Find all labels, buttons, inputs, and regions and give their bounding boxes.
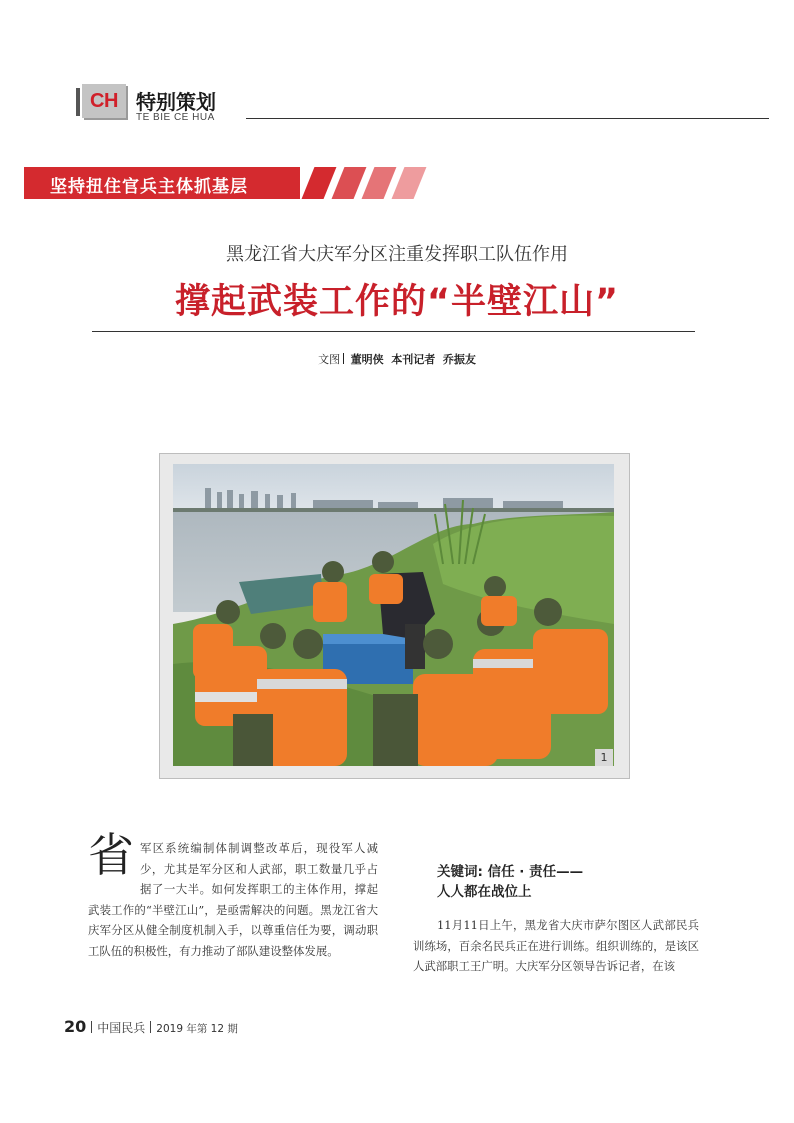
section-title: 特别策划: [136, 90, 216, 114]
banner-stripe: [392, 167, 427, 199]
column-banner: [24, 167, 300, 199]
body-paragraph: 11月11日上午，黑龙省大庆市萨尔图区人武部民兵训练场，百余名民兵正在进行训练。组织训练的，是该区人武部职工王广明。大庆军分区领导告诉记者，在该: [413, 918, 699, 974]
byline-label: 文图: [318, 353, 341, 366]
banner-text: 坚持扭住官兵主体抓基层: [50, 177, 248, 197]
banner-stripe: [302, 167, 337, 199]
article-subtitle: 黑龙江省大庆军分区注重发挥职工队伍作用: [226, 244, 568, 265]
logo-text: CH: [90, 90, 118, 112]
drop-cap: 省: [88, 828, 134, 882]
byline-names: 董明侠 本刊记者 乔振友: [350, 353, 476, 366]
section-subtitle: TE BIE CE HUA: [136, 112, 215, 123]
byline: [0, 351, 794, 367]
article-photo: [173, 464, 614, 766]
body-paragraph: 军区系统编制体制调整改革后，现役军人减少，尤其是军分区和人武部，职工数量几乎占据了一大半。如何发挥职工的主体作用，撑起武装工作的“半壁江山”，是亟需解决的问题。黑龙江省大庆军分区从健全制度机制入手，以尊重信任为要，调动职工队伍的积极性，有力推动了部队建设整体发展。: [88, 841, 378, 958]
page-number: 20: [64, 1017, 87, 1036]
title-divider: [92, 331, 695, 332]
magazine-name: 中国民兵: [97, 1021, 146, 1035]
article-title: 撑起武装工作的“半壁江山”: [174, 282, 619, 322]
body-column-left: [88, 838, 378, 962]
keyword-heading-line2: 人人都在战位上: [437, 884, 532, 900]
section-logo: [76, 84, 126, 120]
photo-number: 1: [595, 749, 613, 766]
issue-info: 2019 年第 12 期: [156, 1023, 238, 1035]
header-divider: [246, 118, 769, 119]
body-column-right: [413, 915, 699, 977]
banner-stripe: [332, 167, 367, 199]
keyword-heading: 关键词: 信任 · 责任——: [437, 864, 584, 880]
banner-stripe: [362, 167, 397, 199]
page-footer: [64, 1017, 238, 1036]
